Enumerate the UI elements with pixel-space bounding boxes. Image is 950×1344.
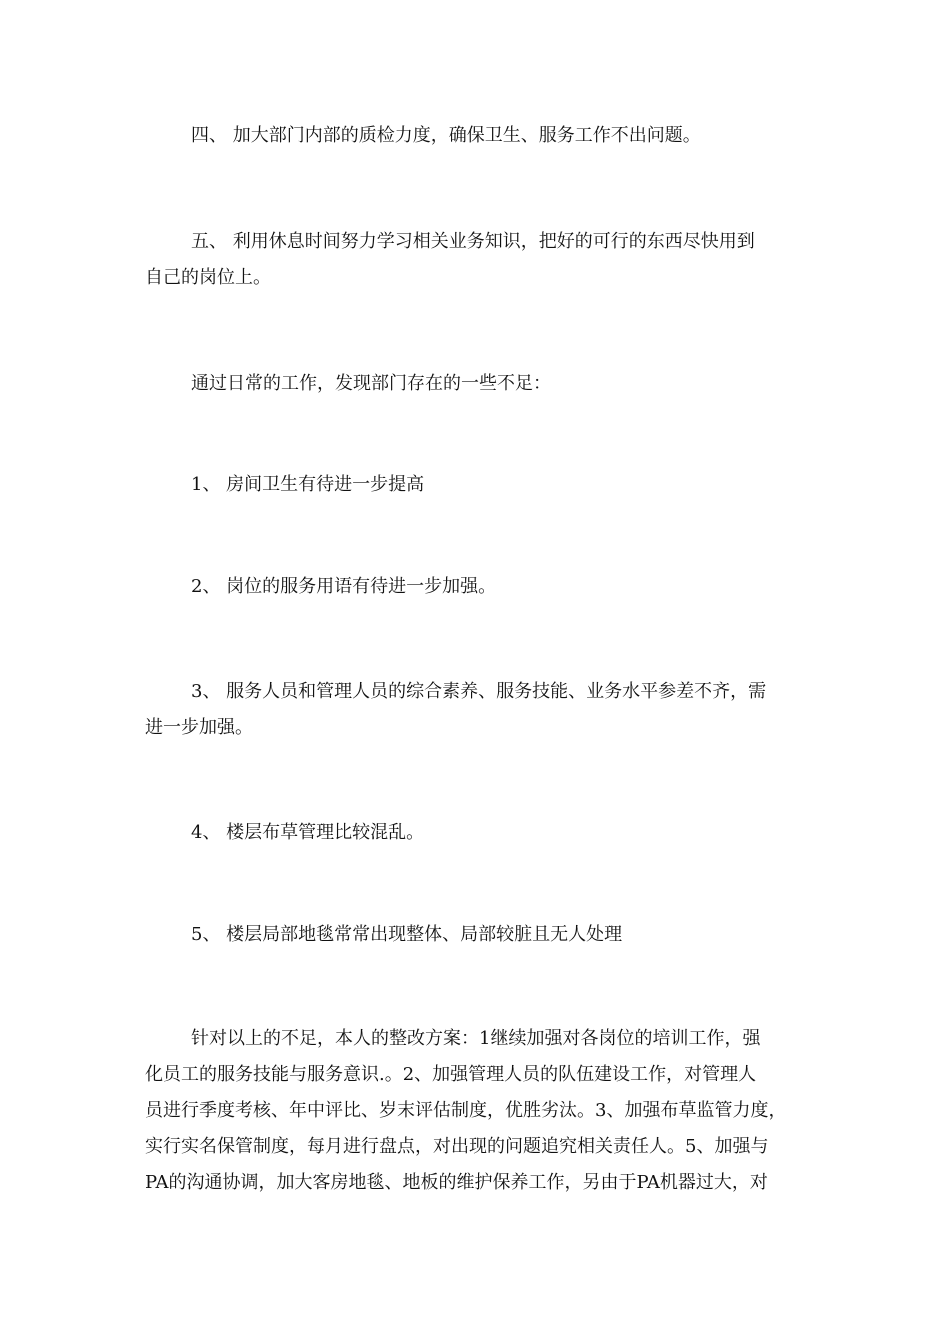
paragraph-item-4	[145, 118, 810, 154]
deficiency-item-5	[145, 917, 810, 953]
text-line: 5、 楼层局部地毯常常出现整体、局部较脏且无人处理	[191, 924, 623, 945]
text-line: 四、 加大部门内部的质检力度，确保卫生、服务工作不出问题。	[191, 125, 701, 146]
deficiency-item-1	[145, 467, 810, 503]
text-line: 实行实名保管制度，每月进行盘点，对出现的问题追究相关责任人。5、加强与	[145, 1136, 769, 1157]
text-line: 通过日常的工作，发现部门存在的一些不足：	[191, 373, 551, 394]
text-line: PA的沟通协调，加大客房地毯、地板的维护保养工作，另由于PA机器过大，对	[145, 1172, 768, 1193]
text-line: 针对以上的不足，本人的整改方案：1继续加强对各岗位的培训工作，强	[191, 1028, 761, 1049]
paragraph-rectification-plan	[145, 1021, 810, 1201]
text-line: 进一步加强。	[145, 717, 253, 738]
text-line: 3、 服务人员和管理人员的综合素养、服务技能、业务水平参差不齐，需	[191, 681, 767, 702]
text-line: 员进行季度考核、年中评比、岁末评估制度，优胜劣汰。3、加强布草监管力度，	[145, 1100, 787, 1121]
text-line: 化员工的服务技能与服务意识.。2、加强管理人员的队伍建设工作，对管理人	[145, 1064, 757, 1085]
text-line: 4、 楼层布草管理比较混乱。	[191, 822, 425, 843]
deficiency-item-2	[145, 569, 810, 605]
text-line: 1、 房间卫生有待进一步提高	[191, 474, 425, 495]
text-line: 自己的岗位上。	[145, 267, 271, 288]
text-line: 五、 利用休息时间努力学习相关业务知识，把好的可行的东西尽快用到	[191, 231, 755, 252]
paragraph-item-5	[145, 224, 810, 296]
deficiency-item-3	[145, 674, 810, 746]
paragraph-deficiencies-intro	[145, 366, 810, 402]
text-line: 2、 岗位的服务用语有待进一步加强。	[191, 576, 497, 597]
deficiency-item-4	[145, 815, 810, 851]
